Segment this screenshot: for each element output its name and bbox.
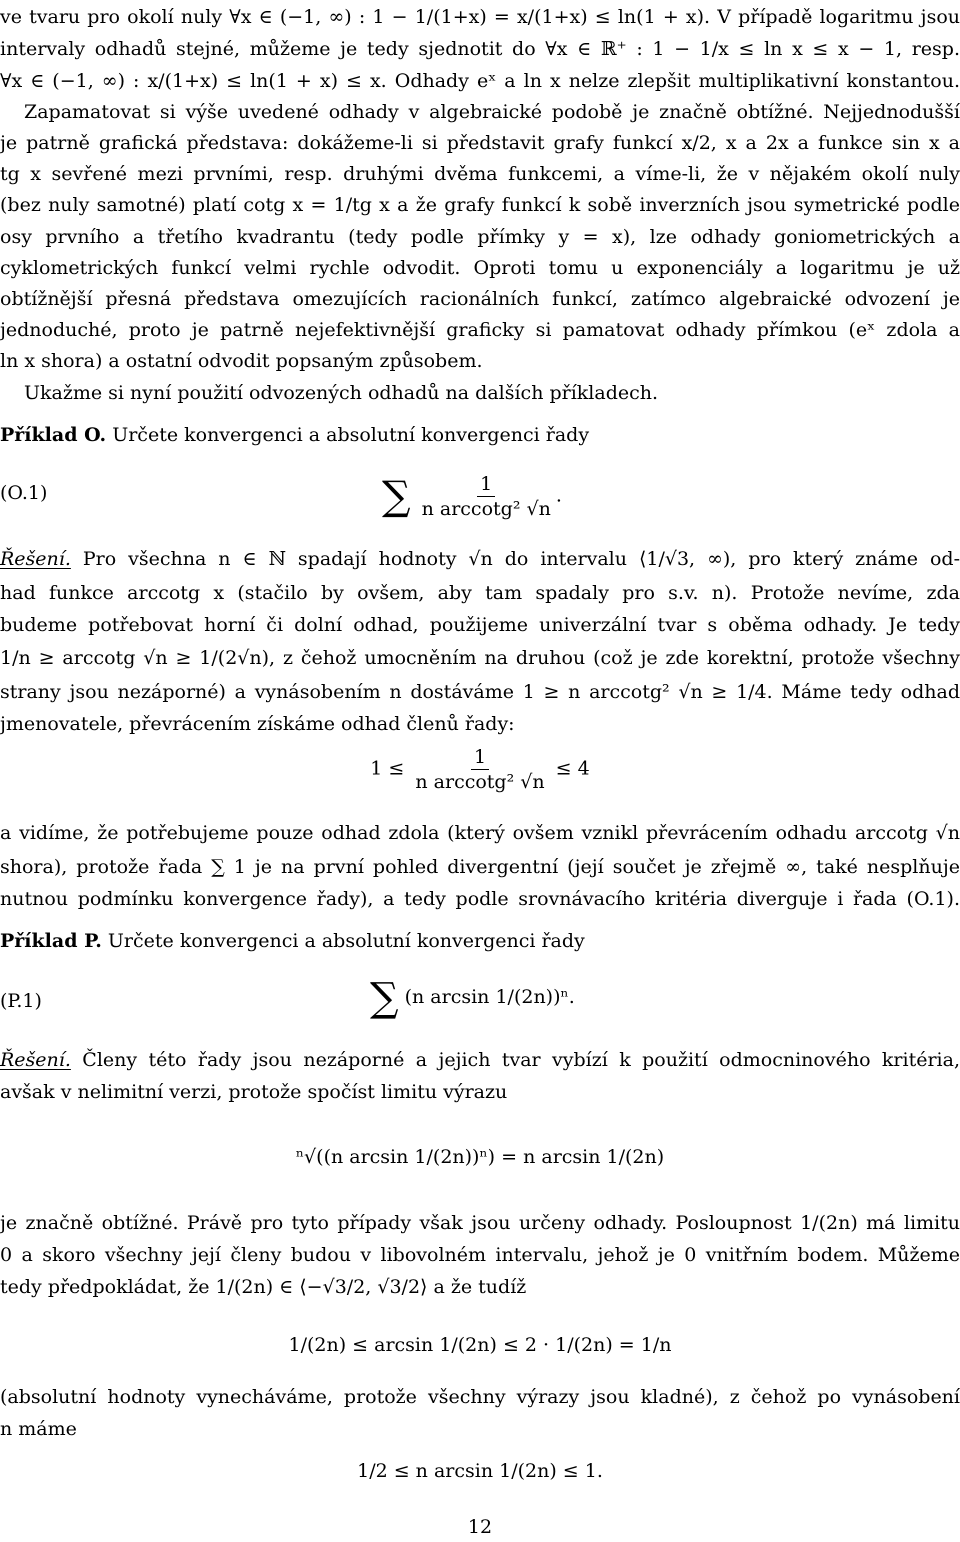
ineq-right: ≤ 4 [555, 757, 590, 780]
text-line: obtížnější přesná představa omezujících racionálních funkcí, zatímco algebraické odvození je [0, 288, 960, 310]
text-line: tedy předpokládat, že 1/(2n) ∈ ⟨−√3/2, √3/2⟩ a že tudíž [0, 1276, 527, 1298]
text-line: intervaly odhadů stejné, můžeme je tedy sjednotit do ∀x ∈ ℝ⁺ : 1 − 1/x ≤ ln x ≤ x − 1, resp. [0, 38, 960, 60]
text-line: osy prvního a třetího kvadrantu (tedy podle přímky y = x), lze odhady goniometrických a [0, 226, 960, 248]
text-line: 1/n ≥ arccotg √n ≥ 1/(2√n), z čehož umocněním na druhou (což je zde korektní, protože všechny [0, 647, 960, 669]
equation-ineq-2: 1/(2n) ≤ arcsin 1/(2n) ≤ 2 · 1/(2n) = 1/n [288, 1334, 672, 1356]
equation-number: (P.1) [0, 990, 42, 1012]
text-line: (bez nuly samotné) platí cotg x = 1/tg x a že grafy funkcí k sobě inverzních jsou symetrické podle [0, 194, 960, 216]
ineq-left: 1 ≤ [370, 757, 405, 780]
solution-text: Pro všechna n ∈ ℕ spadají hodnoty √n do intervalu ⟨1/√3, ∞), pro který známe od- [70, 548, 960, 570]
text-line: ve tvaru pro okolí nuly ∀x ∈ (−1, ∞) : 1 − 1/(1+x) = x/(1+x) ≤ ln(1 + x). V případě logaritmu jsou [0, 6, 960, 28]
text-line: budeme potřebovat horní či dolní odhad, použijeme univerzální tvar s oběma odhady. Je tedy [0, 614, 960, 636]
denominator: n arccotg² √n [415, 771, 545, 793]
solution-p-line [0, 1045, 960, 1075]
sum-sign: ∑ [370, 975, 399, 1021]
equation-o-ineq [0, 745, 960, 807]
solution-o-line [0, 544, 960, 574]
text-line: had funkce arccotg x (stačilo by ovšem, aby tam spadaly pro s.v. n). Protože nevíme, zda [0, 582, 960, 604]
example-p-text: Určete konvergenci a absolutní konvergenci řady [101, 930, 585, 952]
text-line: shora), protože řada ∑ 1 je na první pohled divergentní (její součet je zřejmě ∞, také nesplňuje [0, 856, 960, 878]
text-line: Ukažme si nyní použití odvozených odhadů na dalších příkladech. [24, 382, 659, 404]
text-line: nutnou podmínku konvergence řady), a tedy podle srovnávacího kritéria diverguje i řada (O.1). [0, 888, 960, 910]
sum-sign: ∑ [382, 473, 411, 520]
text-line: (absolutní hodnoty vynecháváme, protože všechny výrazy jsou kladné), z čehož po vynásobení [0, 1386, 960, 1408]
text-line: avšak v nelimitní verzi, protože spočíst limitu výrazu [0, 1081, 508, 1103]
equation-number: (O.1) [0, 482, 48, 504]
text-line: n máme [0, 1418, 77, 1440]
example-o-text: Určete konvergenci a absolutní konvergenci řady [106, 424, 590, 446]
fraction [412, 745, 547, 794]
example-p-heading: Příklad P. [0, 930, 102, 952]
page-number: 12 [467, 1516, 493, 1538]
text-line: Zapamatovat si výše uvedené odhady v algebraické podobě je značně obtížné. Nejjednodušší [24, 101, 960, 123]
equation-expression: (n arcsin 1/(2n))ⁿ. [404, 986, 575, 1008]
example-p-heading-line [0, 926, 960, 956]
example-o-heading: Příklad O. [0, 424, 107, 446]
text-line: ∀x ∈ (−1, ∞) : x/(1+x) ≤ ln(1 + x) ≤ x. Odhady eˣ a ln x nelze zlepšit multiplikativní konstantou. [0, 70, 960, 92]
solution-label: Řešení. [0, 548, 71, 570]
solution-label: Řešení. [0, 1049, 71, 1071]
numerator: 1 [471, 745, 489, 770]
equation-body [370, 975, 575, 1021]
denominator: n arccotg² √n [421, 498, 551, 520]
equation-root: ⁿ√((n arcsin 1/(2n))ⁿ) = n arcsin 1/(2n) [295, 1146, 665, 1168]
equation-body [382, 472, 562, 521]
period: . [555, 484, 562, 507]
text-line: je patrně grafická představa: dokážeme-li si představit grafy funkcí x/2, x a 2x a funkce sin x a [0, 132, 960, 154]
equation-p1 [0, 972, 960, 1032]
text-line: a vidíme, že potřebujeme pouze odhad zdola (který ovšem vznikl převrácením odhadu arccotg √n [0, 822, 960, 844]
equation-o1 [0, 472, 960, 532]
fraction [419, 472, 554, 521]
text-line: je značně obtížné. Právě pro tyto případy však jsou určeny odhady. Posloupnost 1/(2n) má limitu [0, 1212, 960, 1234]
text-line: ln x shora) a ostatní odvodit popsaným způsobem. [0, 350, 483, 372]
equation-ineq-3: 1/2 ≤ n arcsin 1/(2n) ≤ 1. [357, 1460, 603, 1482]
text-line: jmenovatele, převrácením získáme odhad členů řady: [0, 713, 515, 735]
solution-text: Členy této řady jsou nezáporné a jejich tvar vybízí k použití odmocninového kritéria, [70, 1049, 960, 1071]
text-line: jednoduché, proto je patrně nejefektivnější graficky si pamatovat odhady přímkou (eˣ zdola a [0, 319, 960, 341]
numerator: 1 [477, 472, 495, 497]
text-line: tg x sevřené mezi prvními, resp. druhými dvěma funkcemi, a víme-li, že v nějakém okolí nuly [0, 163, 960, 185]
example-o-heading-line [0, 420, 960, 450]
text-line: 0 a skoro všechny její členy budou v libovolném intervalu, jehož je 0 vnitřním bodem. Můžeme [0, 1244, 960, 1266]
text-line: cyklometrických funkcí velmi rychle odvodit. Oproti tomu u exponenciály a logaritmu je už [0, 257, 960, 279]
text-line: strany jsou nezáporné) a vynásobením n dostáváme 1 ≥ n arccotg² √n ≥ 1/4. Máme tedy odhad [0, 681, 960, 703]
